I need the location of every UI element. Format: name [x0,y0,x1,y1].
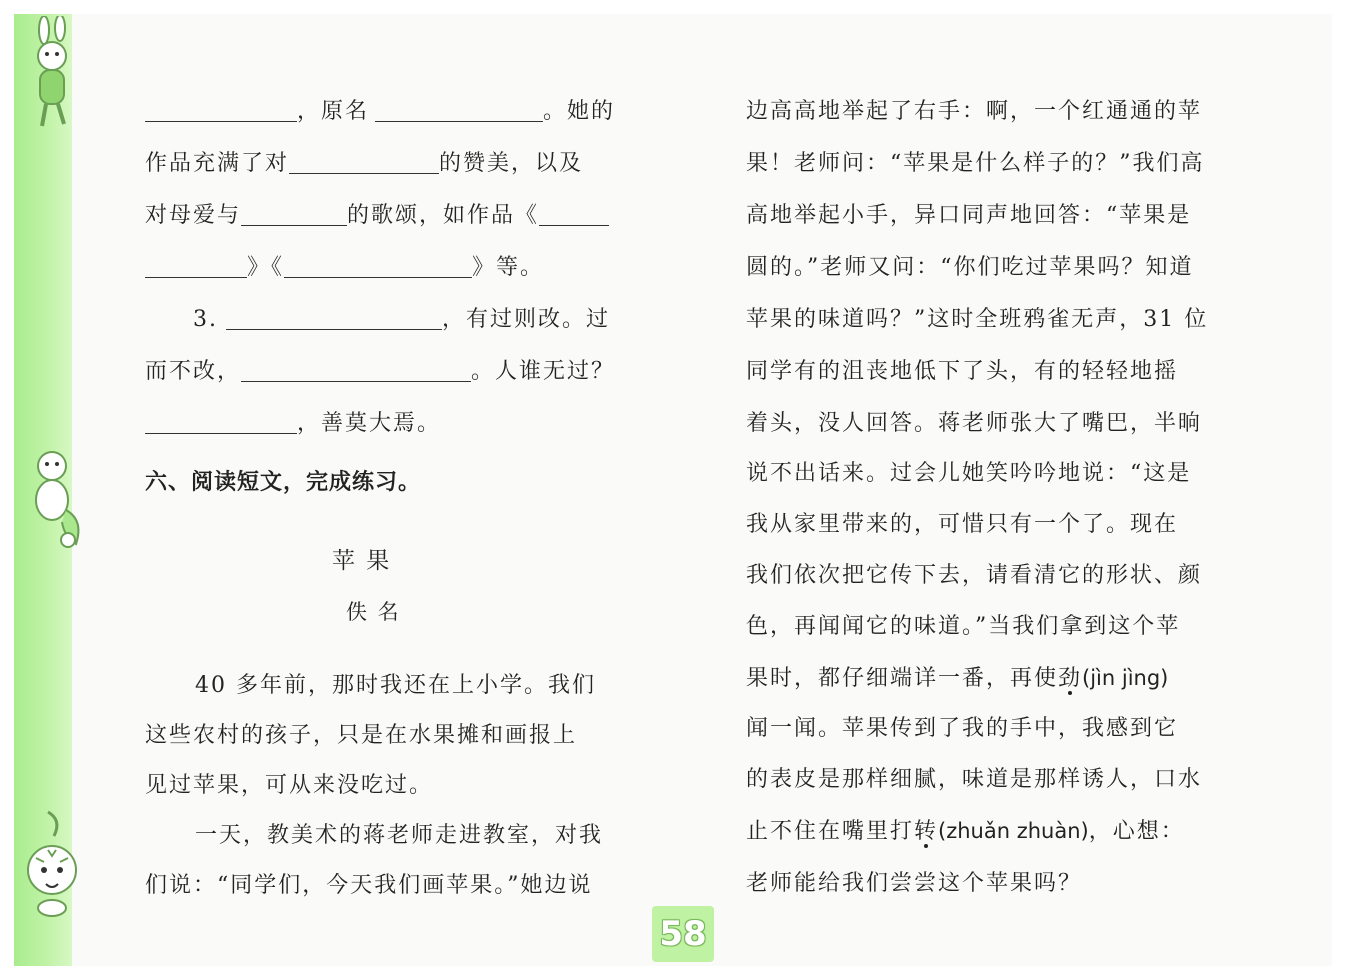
text-segment: 的赞美，以及 [439,151,584,176]
paragraph-line: 说不出话来。过会儿她笑吟吟地说：“这是 [746,461,1192,486]
fill-line-1 [145,94,615,130]
answer-blank[interactable] [145,251,247,278]
page-number: 58 [652,906,714,962]
paragraph-line: 40 多年前，那时我还在上小学。我们 [195,673,596,698]
article-title: 苹 果 [332,548,392,574]
pinyin-choice[interactable]: (jìn jìng) [1082,666,1169,690]
text-segment: 对母爱与 [145,203,242,228]
paragraph-line: 老师能给我们尝尝这个苹果吗？ [746,871,1083,896]
emphasized-character: 劲 [1058,666,1083,691]
answer-blank[interactable] [226,303,442,330]
answer-blank[interactable] [145,95,297,122]
text-segment: 》《 [247,255,285,280]
paragraph-line: 高地举起小手，异口同声地回答：“苹果是 [746,203,1192,228]
text-segment: 。她的 [543,99,616,124]
paragraph-line: 我从家里带来的，可惜只有一个了。现在 [746,512,1179,537]
section-heading: 六、阅读短文，完成练习。 [145,470,422,495]
answer-blank[interactable] [145,407,297,434]
tiger-mascot-icon [18,810,86,920]
text-segment: ，原名 [297,99,370,124]
paragraph-line: 色，再闻闻它的味道。”当我们拿到这个苹 [746,614,1181,639]
article-author: 佚 名 [346,600,401,624]
answer-blank[interactable] [284,251,472,278]
answer-blank[interactable] [375,95,543,122]
fill-line-4 [145,250,544,286]
rabbit-mascot-icon [18,16,86,131]
fill-line-6 [145,354,615,390]
fill-line-7 [145,406,441,442]
text-segment: 。人谁无过？ [471,359,616,384]
fill-line-3 [145,198,609,234]
paragraph-line-with-pinyin [746,813,1185,849]
paragraph-line: 一天，教美术的蒋老师走进教室，对我 [195,823,604,848]
answer-blank[interactable] [241,199,347,226]
fill-line-2 [145,146,583,182]
answer-blank[interactable] [539,199,609,226]
paragraph-line: 的表皮是那样细腻，味道是那样诱人，口水 [746,767,1203,792]
paragraph-line: 圆的。”老师又问：“你们吃过苹果吗？知道 [746,255,1194,280]
paragraph-line: 们说：“同学们，今天我们画苹果。”她边说 [145,873,593,898]
question-number: 3. [193,307,218,332]
text-segment: 的歌颂，如作品《 [347,203,540,228]
text-segment: 而不改， [145,359,242,384]
paragraph-line-with-pinyin [746,660,1168,696]
answer-blank[interactable] [289,147,439,174]
emphasized-character: 转 [914,819,939,844]
paragraph-line: 同学有的沮丧地低下了头，有的轻轻地摇 [746,359,1179,384]
pinyin-choice[interactable]: (zhuǎn zhuàn) [938,819,1089,843]
fill-line-5 [193,302,610,338]
paragraph-line: 这些农村的孩子，只是在水果摊和画报上 [145,723,578,748]
paragraph-line: 见过苹果，可从来没吃过。 [145,773,434,798]
answer-blank[interactable] [241,355,471,382]
paragraph-line: 我们依次把它传下去，请看清它的形状、颜 [746,563,1203,588]
text-segment: 止不住在嘴里打 [746,819,915,844]
text-segment: ，心想： [1088,819,1185,844]
paragraph-line: 着头，没人回答。蒋老师张大了嘴巴，半晌 [746,411,1203,436]
text-segment: 果时，都仔细端详一番，再使 [746,666,1059,691]
text-segment: 作品充满了对 [145,151,290,176]
paragraph-line: 边高高地举起了右手：啊，一个红通通的苹 [746,99,1203,124]
paragraph-line: 苹果的味道吗？”这时全班鸦雀无声，31 位 [746,307,1209,332]
text-segment: ，善莫大焉。 [297,411,442,436]
text-segment: 》等。 [472,255,545,280]
paragraph-line: 闻一闻。苹果传到了我的手中，我感到它 [746,716,1179,741]
paragraph-line: 果！老师问：“苹果是什么样子的？”我们高 [746,151,1205,176]
text-segment: ，有过则改。过 [442,307,611,332]
squirrel-mascot-icon [18,440,86,550]
